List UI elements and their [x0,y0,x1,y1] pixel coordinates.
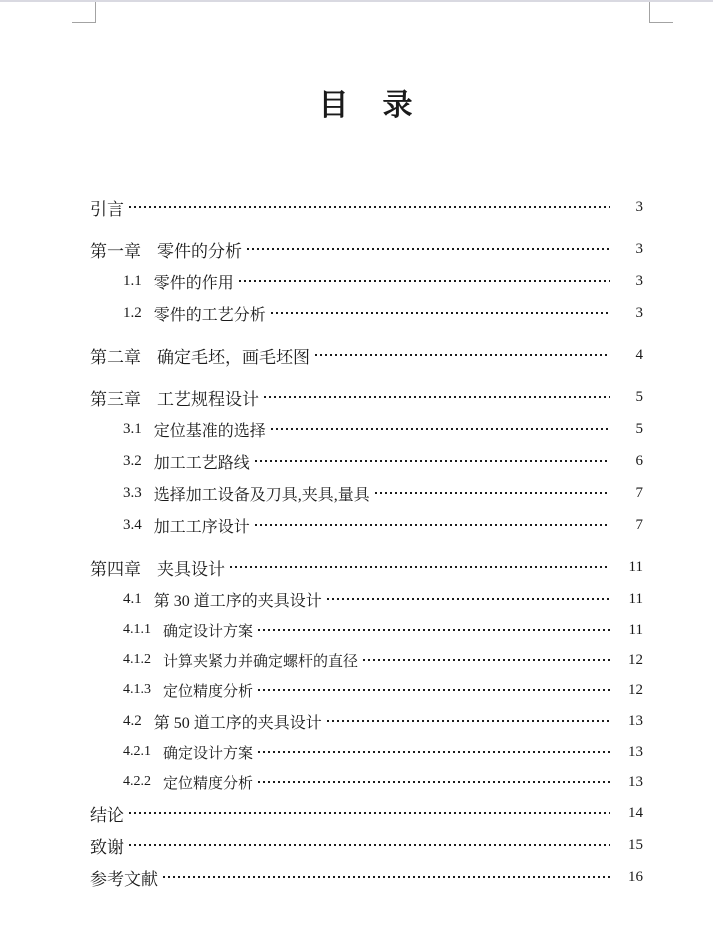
toc-entry[interactable] [90,583,643,615]
toc-entry-label: 第 50 道工序的夹具设计 [153,714,322,732]
toc-entry-number: 1.1 [123,272,142,289]
toc-entry-number: 3.1 [123,420,142,437]
toc-entry[interactable] [90,645,643,675]
dot-leader-icon [129,206,610,208]
toc-entry-number: 第一章 [90,241,141,261]
toc-entry-page: 12 [628,651,643,668]
toc-entry-page: 7 [635,516,643,533]
page-title: 目 录 [318,89,415,122]
toc-entry-page: 16 [628,868,643,885]
toc-entry-page: 12 [628,681,643,698]
dot-leader-icon [258,689,610,691]
dot-leader-icon [327,720,610,722]
toc-entry[interactable] [90,797,643,829]
toc-entry[interactable] [90,445,643,477]
dot-leader-icon [255,524,610,526]
toc-entry[interactable] [90,477,643,509]
dot-leader-icon [258,629,610,631]
toc-entry-page: 11 [628,590,643,607]
toc-entry[interactable] [90,509,643,541]
toc-entry-page: 11 [628,621,643,638]
toc-entry-page: 11 [628,558,643,575]
dot-leader-icon [258,751,610,753]
toc-entry-page: 4 [635,346,643,363]
toc-entry-number: 3.2 [123,452,142,469]
toc-entry-label: 计算夹紧力并确定螺杆的直径 [163,653,359,670]
toc-entry-number: 第三章 [90,389,141,409]
toc-entry-page: 5 [635,420,643,437]
toc-entry[interactable] [90,297,643,329]
toc-entry-number: 4.1.2 [123,652,151,667]
toc-entry-number: 4.2.2 [123,774,151,789]
toc-entry[interactable] [90,191,643,223]
dot-leader-icon [363,659,610,661]
toc-entry-label: 致谢 [90,837,124,857]
dot-leader-icon [163,876,610,878]
toc-entry-number: 3.3 [123,484,142,501]
toc-entry[interactable] [90,861,643,893]
dot-leader-icon [129,812,610,814]
margin-crop-mark-top-right [649,2,673,23]
toc-entry-page: 14 [628,804,643,821]
dot-leader-icon [129,844,610,846]
toc-entry[interactable] [90,615,643,645]
toc-entry-page: 3 [635,240,643,257]
toc-entry-page: 7 [635,484,643,501]
toc-entry-label: 工艺规程设计 [157,389,259,409]
toc-entry-number: 1.2 [123,304,142,321]
toc-entry-page: 13 [628,773,643,790]
toc-entry-label: 确定毛坯，画毛坯图 [157,347,310,367]
toc-entry-label: 定位精度分析 [163,683,254,700]
toc-entry-label: 参考文献 [90,869,158,889]
toc-entry-number: 4.1.1 [123,622,151,637]
toc-entry-label: 夹具设计 [157,559,225,579]
dot-leader-icon [230,566,610,568]
toc-entry-page: 5 [635,388,643,405]
toc-entry[interactable] [90,339,643,371]
toc-entry-label: 定位精度分析 [163,775,254,792]
toc-entry-label: 结论 [90,805,124,825]
toc-entry-page: 3 [635,272,643,289]
toc-entry-page: 6 [635,452,643,469]
dot-leader-icon [239,280,610,282]
toc-entry-label: 确定设计方案 [163,623,254,640]
toc-entry[interactable] [90,737,643,767]
toc-entry[interactable] [90,829,643,861]
toc-entry-label: 零件的作用 [153,274,234,292]
toc-entry-label: 确定设计方案 [163,745,254,762]
toc-entry-number: 4.2 [123,712,142,729]
toc-entry-label: 加工工艺路线 [153,454,250,472]
page-top-rule [0,0,713,2]
toc-entry-page: 3 [635,198,643,215]
toc-entry[interactable] [90,767,643,797]
dot-leader-icon [271,312,610,314]
dot-leader-icon [258,781,610,783]
toc-entry-page: 3 [635,304,643,321]
toc-entry-number: 第四章 [90,559,141,579]
toc-entry[interactable] [90,675,643,705]
toc-entry-page: 13 [628,712,643,729]
toc-entry-number: 第二章 [90,347,141,367]
toc-entry-label: 选择加工设备及刀具,夹具,量具 [153,486,370,504]
toc-entry-label: 引言 [90,199,124,219]
toc-entry-label: 定位基准的选择 [153,422,266,440]
dot-leader-icon [264,396,610,398]
toc-entry-label: 加工工序设计 [153,518,250,536]
toc-entry[interactable] [90,413,643,445]
dot-leader-icon [315,354,610,356]
dot-leader-icon [327,598,610,600]
toc-entry-number: 3.4 [123,516,142,533]
toc-entry[interactable] [90,381,643,413]
toc-entry-number: 4.1.3 [123,682,151,697]
toc-entry[interactable] [90,265,643,297]
toc-entry-label: 第 30 道工序的夹具设计 [153,592,322,610]
dot-leader-icon [247,248,610,250]
dot-leader-icon [375,492,610,494]
dot-leader-icon [271,428,610,430]
toc-entry-label: 零件的工艺分析 [153,306,266,324]
toc-entry[interactable] [90,551,643,583]
toc-entry-number: 4.1 [123,590,142,607]
toc-entry[interactable] [90,705,643,737]
toc-entry-page: 13 [628,743,643,760]
toc-list [90,191,643,893]
toc-entry-page: 15 [628,836,643,853]
margin-crop-mark-top-left [72,2,96,23]
toc-entry[interactable] [90,233,643,265]
toc-entry-label: 零件的分析 [157,241,242,261]
dot-leader-icon [255,460,610,462]
toc-entry-number: 4.2.1 [123,744,151,759]
